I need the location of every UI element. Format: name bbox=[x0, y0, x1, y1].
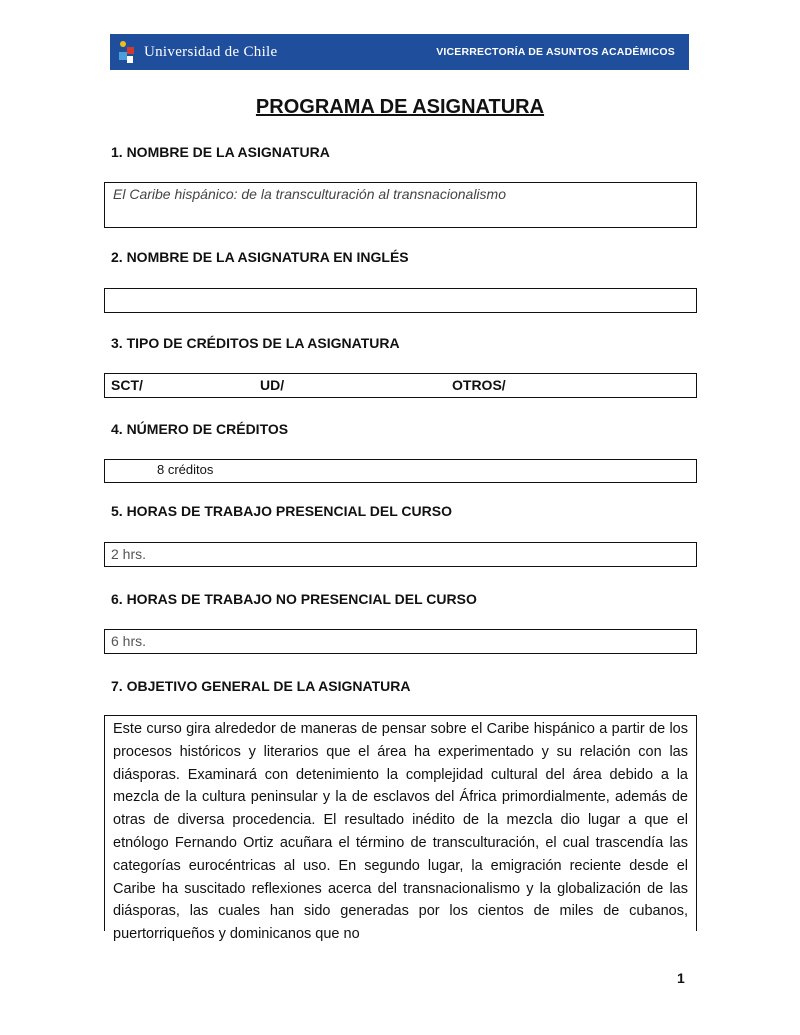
credit-type-field bbox=[104, 373, 697, 398]
vicerrectoria-label: VICERRECTORÍA DE ASUNTOS ACADÉMICOS bbox=[436, 46, 675, 58]
section-7-heading: 7. OBJETIVO GENERAL DE LA ASIGNATURA bbox=[111, 678, 411, 694]
course-name-english-field bbox=[104, 288, 697, 313]
section-3-heading: 3. TIPO DE CRÉDITOS DE LA ASIGNATURA bbox=[111, 335, 400, 351]
section-1-heading: 1. NOMBRE DE LA ASIGNATURA bbox=[111, 144, 330, 160]
credit-type-sct: SCT/ bbox=[111, 377, 143, 393]
credit-type-otros: OTROS/ bbox=[452, 377, 506, 393]
section-6-heading: 6. HORAS DE TRABAJO NO PRESENCIAL DEL CURSO bbox=[111, 591, 477, 607]
university-header-banner bbox=[110, 34, 689, 70]
university-name: Universidad de Chile bbox=[144, 43, 278, 60]
section-4-heading: 4. NÚMERO DE CRÉDITOS bbox=[111, 421, 289, 437]
non-presential-hours-field: 6 hrs. bbox=[104, 629, 697, 654]
university-crest-icon bbox=[118, 39, 136, 65]
page-number: 1 bbox=[677, 970, 685, 986]
section-5-heading: 5. HORAS DE TRABAJO PRESENCIAL DEL CURSO bbox=[111, 503, 452, 519]
course-name-field: El Caribe hispánico: de la transculturación al transnacionalismo bbox=[104, 182, 697, 228]
general-objective-text: Este curso gira alrededor de maneras de pensar sobre el Caribe hispánico a partir de los procesos históricos y literarios que el área ha experimentado y su relación con las diásporas. Examinará con detenimiento la complejidad cultural del área debido a la mezcla de la cultura peninsular y la de esclavos del África primordialmente, además de otras de diversa procedencia. El resultado inédito de la mezcla dio lugar a que el etnólogo Fernando Ortiz acuñara el término de transculturación, el cual trascendía las categorías eurocéntricas al uso. En segundo lugar, la emigración reciente desde el Caribe ha suscitado reflexiones acerca del transnacionalismo y la globalización de las diásporas, las cuales han sido generadas por los cientos de miles de cubanos, puertorriqueños y dominicanos que no bbox=[104, 715, 697, 931]
page-title: PROGRAMA DE ASIGNATURA bbox=[255, 96, 545, 118]
credits-number-field: 8 créditos bbox=[104, 459, 697, 483]
university-logo bbox=[118, 39, 277, 65]
presential-hours-field: 2 hrs. bbox=[104, 542, 697, 567]
section-2-heading: 2. NOMBRE DE LA ASIGNATURA EN INGLÉS bbox=[111, 249, 409, 265]
credit-type-ud: UD/ bbox=[260, 377, 285, 393]
